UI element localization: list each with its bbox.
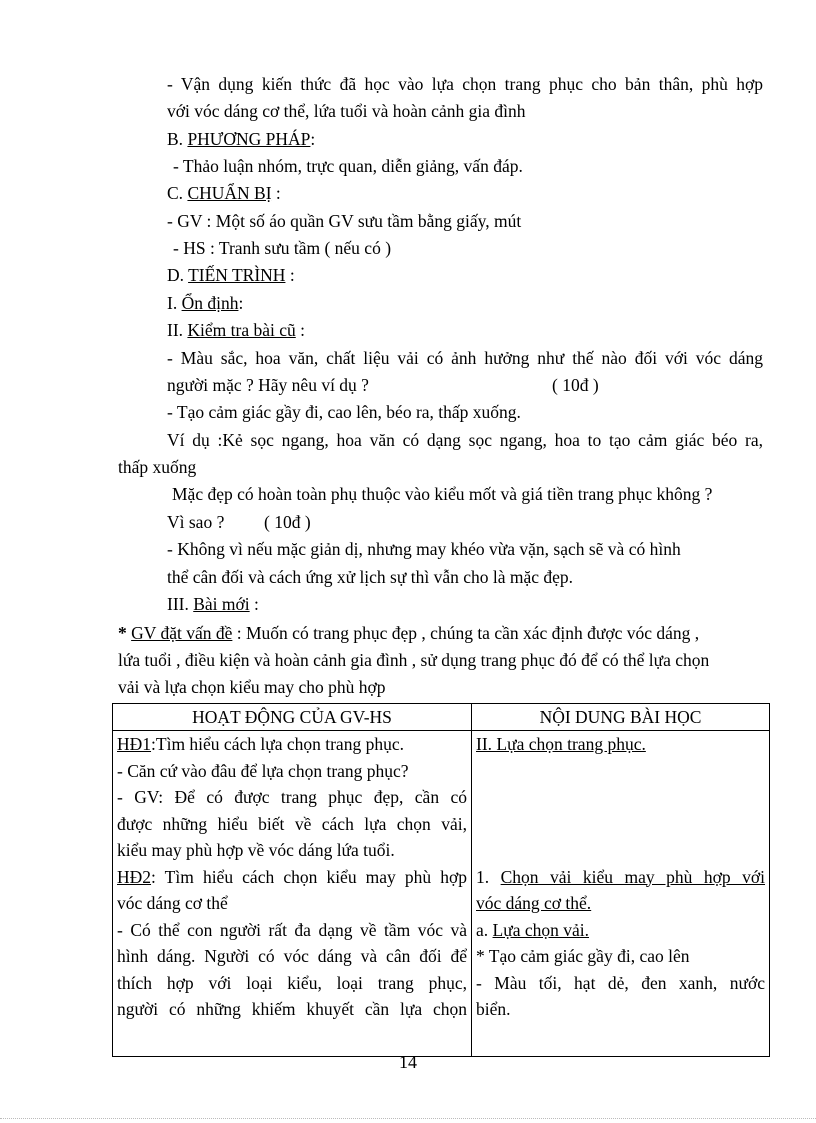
gv-problem-label: GV đặt vấn đề <box>131 623 233 643</box>
section-iii-heading <box>167 591 259 617</box>
section-c-prefix: C. <box>167 183 188 203</box>
question-1-score: ( 10đ ) <box>552 375 599 395</box>
section-i-suffix: : <box>238 293 244 313</box>
content-line: * Tạo cảm giác gầy đi, cao lên <box>476 946 690 966</box>
activity-line: người có những khiếm khuyết cần lựa chọn <box>117 999 467 1019</box>
section-i-heading <box>167 290 243 316</box>
content-a-title: Lựa chọn vải. <box>492 919 589 940</box>
hd1-line <box>117 731 467 758</box>
section-i-prefix: I. <box>167 293 182 313</box>
section-ii-title: Kiểm tra bài cũ <box>187 320 296 340</box>
section-b-title: PHƯƠNG PHÁP <box>187 129 311 149</box>
section-c-hs: - HS : Tranh sưu tầm ( nếu có ) <box>173 238 392 258</box>
content-subheading-number: 1. <box>476 866 501 887</box>
gv-problem-text: : Muốn có trang phục đẹp , chúng ta cần xác định được vóc dáng , <box>232 623 700 643</box>
content-subheading-1-cont: vóc dáng cơ thể. <box>476 893 592 913</box>
activity-line: hình dáng. Người có vóc dáng và cân đối để <box>117 946 467 966</box>
section-c-title: CHUẨN BỊ <box>187 183 272 203</box>
section-iii-prefix: III. <box>167 594 194 614</box>
content-subheading-1 <box>476 864 765 891</box>
content-line: - Màu tối, hạt dẻ, đen xanh, nước <box>476 972 765 993</box>
hd2-label: HĐ2 <box>117 866 152 887</box>
answer-2-line-1: - Không vì nếu mặc giản dị, nhưng may khéo vừa vặn, sạch sẽ và có hình <box>167 539 681 559</box>
header-activities: HOẠT ĐỘNG CỦA GV-HS <box>113 704 472 731</box>
gv-problem-line-2: lứa tuổi , điều kiện và hoàn cảnh gia đình , sử dụng trang phục đó để có thể lựa chọn <box>118 650 710 670</box>
content-line: biển. <box>476 999 511 1019</box>
answer-1: - Tạo cảm giác gầy đi, cao lên, béo ra, thấp xuống. <box>167 402 521 422</box>
activity-line: vóc dáng cơ thể <box>117 893 228 913</box>
section-iii-suffix: : <box>249 594 259 614</box>
question-1-line-2: người mặc ? Hãy nêu ví dụ ? <box>167 375 369 395</box>
activity-line: được những hiểu biết về cách lựa chọn vải, <box>117 813 467 834</box>
section-b-text: - Thảo luận nhóm, trực quan, diễn giảng, vấn đáp. <box>173 156 523 176</box>
hd2-line <box>117 864 467 891</box>
page-bottom-rule <box>0 1118 816 1119</box>
hd1-text: :Tìm hiểu cách lựa chọn trang phục. <box>151 734 404 754</box>
content-a-prefix: a. <box>476 919 493 940</box>
question-1-line-1: - Màu sắc, hoa văn, chất liệu vải có ảnh hưởng như thế nào đối với vóc dáng <box>167 348 763 368</box>
activity-line: thích hợp với loại kiểu, loại trang phục, <box>117 972 467 993</box>
section-iii-title: Bài mới <box>193 594 250 614</box>
question-2-line-2: Vì sao ? <box>167 512 225 532</box>
content-spacer <box>476 837 765 864</box>
section-ii-suffix: : <box>295 320 306 340</box>
section-d-prefix: D. <box>167 265 189 285</box>
content-subheading-title: Chọn vải kiểu may phù hợp với <box>500 866 766 887</box>
section-b-heading <box>167 126 315 152</box>
table-row <box>113 731 770 1057</box>
content-subheading-a <box>476 917 765 944</box>
content-cell <box>472 731 770 1057</box>
section-i-title: Ổn định <box>181 293 239 313</box>
answer-2-line-2: thể cân đối và cách ứng xử lịch sự thì vẫn cho là mặc đẹp. <box>167 567 574 587</box>
intro-line-2: với vóc dáng cơ thể, lứa tuổi và hoàn cảnh gia đình <box>167 101 526 121</box>
example-line-2: thấp xuống <box>118 457 197 477</box>
page-number: 14 <box>399 1052 417 1072</box>
section-ii-heading <box>167 317 305 343</box>
gv-problem-line-3: vải và lựa chọn kiểu may cho phù hợp <box>118 677 386 697</box>
section-c-heading <box>167 180 281 206</box>
gv-star: * <box>118 623 132 643</box>
lesson-table <box>112 703 770 1057</box>
activity-line: - GV: Để có được trang phục đẹp, cần có <box>117 787 467 807</box>
section-c-gv: - GV : Một số áo quần GV sưu tầm bằng giấy, mút <box>167 211 522 231</box>
gv-problem-line-1 <box>118 620 699 646</box>
section-d-heading <box>167 262 295 288</box>
activities-cell <box>113 731 472 1057</box>
table-header-row <box>113 704 770 731</box>
content-heading: II. Lựa chọn trang phục. <box>476 734 646 754</box>
section-b-prefix: B. <box>167 129 188 149</box>
header-content: NỘI DUNG BÀI HỌC <box>472 704 770 731</box>
content-spacer <box>476 758 765 785</box>
content-spacer <box>476 811 765 838</box>
section-b-suffix: : <box>310 129 316 149</box>
section-d-suffix: : <box>285 265 295 285</box>
question-2-score: ( 10đ ) <box>264 512 311 532</box>
example-line-1: Ví dụ :Kẻ sọc ngang, hoa văn có dạng sọc ngang, hoa to tạo cảm giác béo ra, <box>167 430 763 450</box>
content-spacer <box>476 784 765 811</box>
section-c-suffix: : <box>271 183 281 203</box>
intro-line-1: - Vận dụng kiến thức đã học vào lựa chọn trang phục cho bản thân, phù hợp <box>167 74 763 94</box>
section-ii-prefix: II. <box>167 320 188 340</box>
hd2-text: : Tìm hiểu cách chọn kiểu may phù hợp <box>151 866 467 887</box>
activity-line: - Căn cứ vào đâu để lựa chọn trang phục? <box>117 760 409 781</box>
hd1-label: HĐ1 <box>117 734 152 754</box>
activity-line: - Có thể con người rất đa dạng về tầm vóc và <box>117 919 467 940</box>
section-d-title: TIẾN TRÌNH <box>188 265 286 285</box>
question-2-line-1: Mặc đẹp có hoàn toàn phụ thuộc vào kiểu mốt và giá tiền trang phục không ? <box>172 484 713 504</box>
activity-line: kiểu may phù hợp về vóc dáng lứa tuổi. <box>117 840 395 860</box>
